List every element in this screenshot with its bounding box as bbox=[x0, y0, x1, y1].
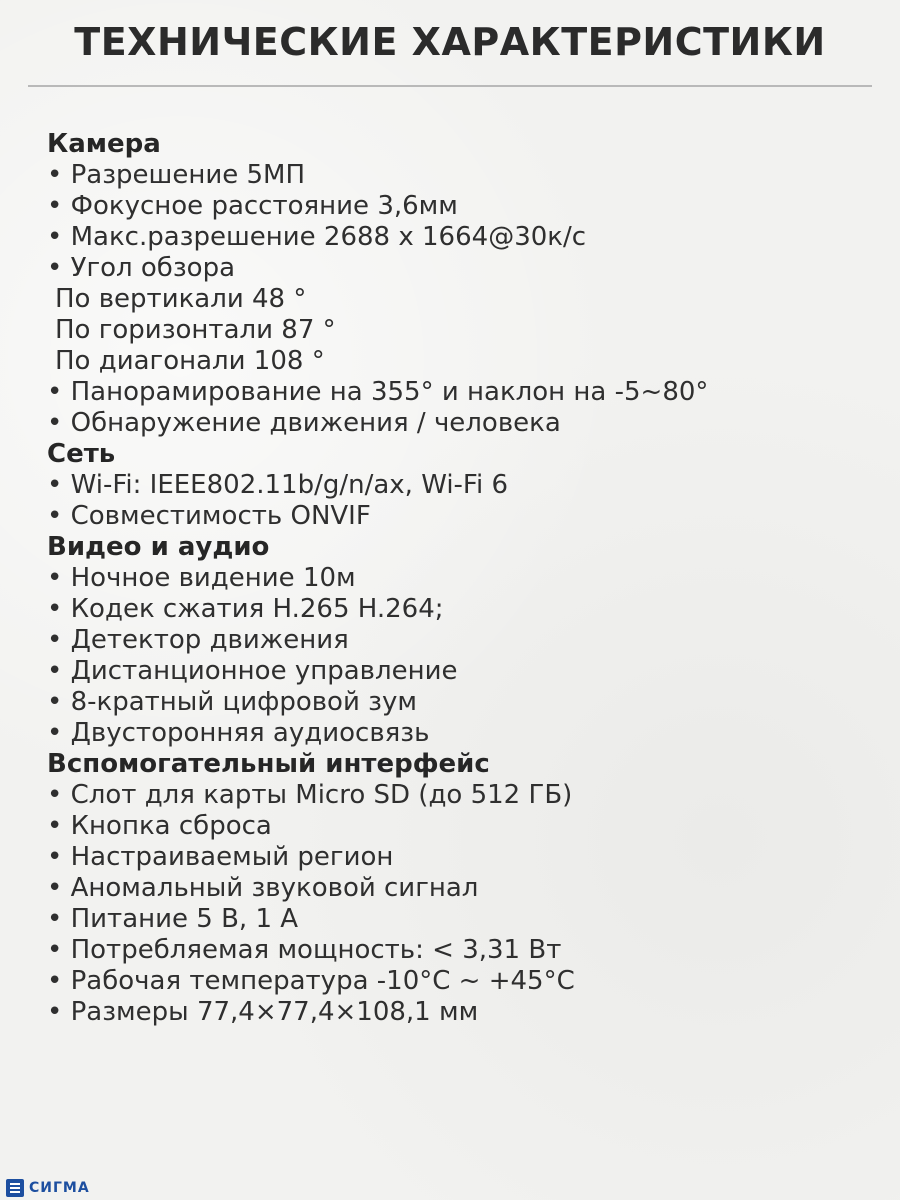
spec-item: • 8-кратный цифровой зум bbox=[47, 687, 417, 717]
spec-item: • Кнопка сброса bbox=[47, 811, 272, 841]
title-divider bbox=[28, 85, 872, 87]
spec-item: • Потребляемая мощность: < 3,31 Вт bbox=[47, 935, 562, 965]
brand-logo bbox=[6, 1178, 90, 1198]
spec-list bbox=[47, 129, 877, 1028]
section-heading: Видео и аудио bbox=[47, 532, 270, 562]
spec-item: • Кодек сжатия H.265 H.264; bbox=[47, 594, 444, 624]
spec-item: • Фокусное расстояние 3,6мм bbox=[47, 191, 458, 221]
spec-item: • Размеры 77,4×77,4×108,1 мм bbox=[47, 997, 479, 1027]
spec-item: • Дистанционное управление bbox=[47, 656, 458, 686]
section-heading: Вспомогательный интерфейс bbox=[47, 749, 490, 779]
spec-item: • Двусторонняя аудиосвязь bbox=[47, 718, 430, 748]
spec-item: • Питание 5 В, 1 А bbox=[47, 904, 299, 934]
section-network bbox=[47, 439, 877, 532]
spec-item: • Угол обзора bbox=[47, 253, 236, 283]
section-aux-interface bbox=[47, 749, 877, 1028]
spec-subitem: По вертикали 48 ° bbox=[55, 284, 307, 314]
spec-item: • Wi-Fi: IEEE802.11b/g/n/ax, Wi-Fi 6 bbox=[47, 470, 509, 500]
spec-item: • Детектор движения bbox=[47, 625, 349, 655]
spec-item: • Совместимость ONVIF bbox=[47, 501, 371, 531]
section-heading: Камера bbox=[47, 129, 161, 159]
section-heading: Сеть bbox=[47, 439, 116, 469]
spec-item: • Разрешение 5МП bbox=[47, 160, 306, 190]
spec-item: • Слот для карты Micro SD (до 512 ГБ) bbox=[47, 780, 573, 810]
spec-item: • Настраиваемый регион bbox=[47, 842, 394, 872]
spec-subitem: По горизонтали 87 ° bbox=[55, 315, 336, 345]
spec-item: • Ночное видение 10м bbox=[47, 563, 356, 593]
section-camera bbox=[47, 129, 877, 439]
spec-item: • Рабочая температура -10°C ~ +45°C bbox=[47, 966, 575, 996]
spec-item: • Аномальный звуковой сигнал bbox=[47, 873, 479, 903]
spec-item: • Обнаружение движения / человека bbox=[47, 408, 561, 438]
brand-name: СИГМА bbox=[29, 1180, 90, 1196]
page-title: ТЕХНИЧЕСКИЕ ХАРАКТЕРИСТИКИ bbox=[74, 20, 826, 64]
spec-item: • Панорамирование на 355° и наклон на -5~80° bbox=[47, 377, 709, 407]
spec-subitem: По диагонали 108 ° bbox=[55, 346, 325, 376]
spec-item: • Макс.разрешение 2688 x 1664@30к/с bbox=[47, 222, 587, 252]
section-video-audio bbox=[47, 532, 877, 749]
sigma-logo-icon bbox=[6, 1179, 24, 1197]
